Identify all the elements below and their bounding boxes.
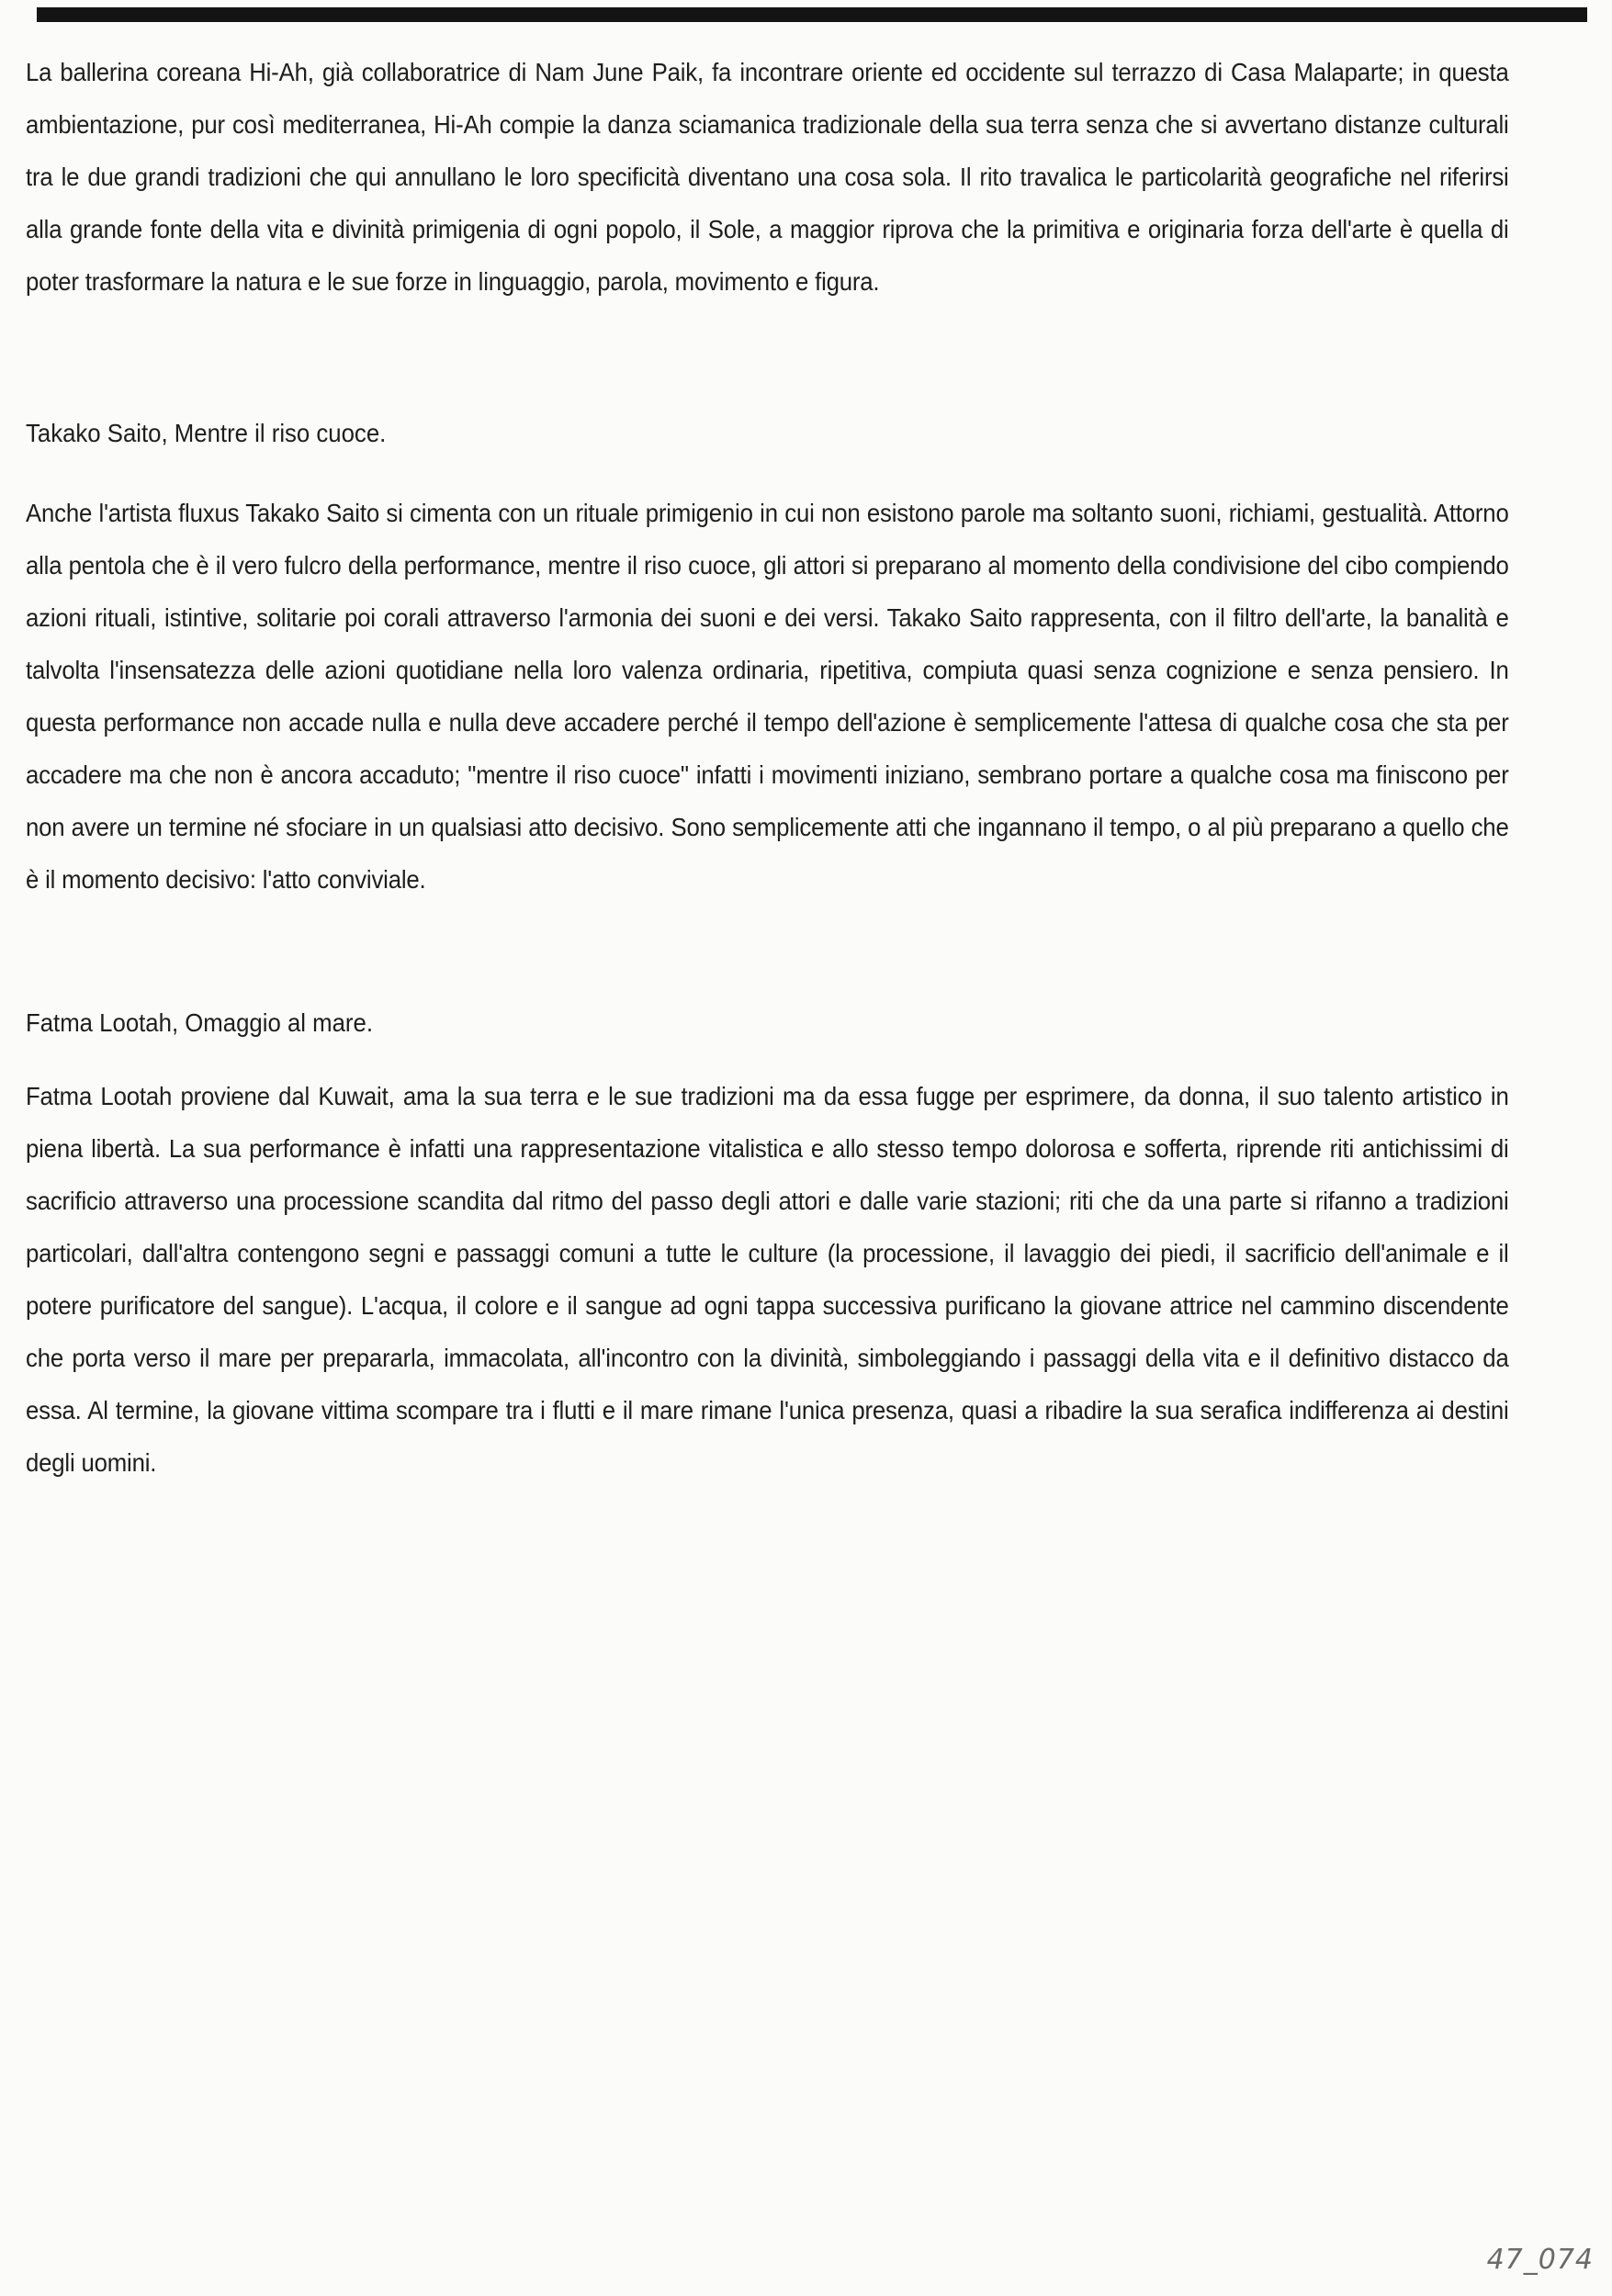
section-heading-takako: Takako Saito, Mentre il riso cuoce. bbox=[26, 419, 387, 447]
paragraph-fatma: Fatma Lootah proviene dal Kuwait, ama la sua terra e le sue tradizioni ma da essa fugge per esprimere, da donna, il suo talento artistico in piena libertà. La sua performance è infatti una rappresentazione vitalistica e allo stesso tempo dolorosa e sofferta, riprende riti antichissimi di sacrificio attraverso una processione scandita dal ritmo del passo degli attori e dalle varie stazioni; riti che da una parte si rifanno a tradizioni particolari, dall'altra contengono segni e passaggi comuni a tutte le culture (la processione, il lavaggio dei piedi, il sacrificio dell'animale e il potere purificatore del sangue). L'acqua, il colore e il sangue ad ogni tappa successiva purificano la giovane attrice nel cammino discendente che porta verso il mare per prepararla, immacolata, all'incontro con la divinità, simboleggiando i passaggi della vita e il definitivo distacco da essa. Al termine, la giovane vittima scompare tra i flutti e il mare rimane l'unica presenza, quasi a ribadire la sua serafica indifferenza ai destini degli uomini. bbox=[26, 1082, 1509, 1477]
top-rule bbox=[37, 7, 1587, 22]
paragraph-hiah: La ballerina coreana Hi-Ah, già collaboratrice di Nam June Paik, fa incontrare oriente ed occidente sul terrazzo di Casa Malaparte; in questa ambientazione, pur così mediterranea, Hi-Ah compie la danza sciamanica tradizionale della sua terra senza che si avvertano distanze culturali tra le due grandi tradizioni che qui annullano le loro specificità diventano una cosa sola. Il rito travalica le particolarità geografiche nel riferirsi alla grande fonte della vita e divinità primigenia di ogni popolo, il Sole, a maggior riprova che la primitiva e originaria forza dell'arte è quella di poter trasformare la natura e le sue forze in linguaggio, parola, movimento e figura. bbox=[26, 58, 1509, 296]
page-number: 47_074 bbox=[1486, 2244, 1594, 2276]
paragraph-takako: Anche l'artista fluxus Takako Saito si cimenta con un rituale primigenio in cui non esistono parole ma soltanto suoni, richiami, gestualità. Attorno alla pentola che è il vero fulcro della performance, mentre il riso cuoce, gli attori si preparano al momento della condivisione del cibo compiendo azioni rituali, istintive, solitarie poi corali attraverso l'armonia dei suoni e dei versi. Takako Saito rappresenta, con il filtro dell'arte, la banalità e talvolta l'insensatezza delle azioni quotidiane nella loro valenza ordinaria, ripetitiva, compiuta quasi senza cognizione e senza pensiero. In questa performance non accade nulla e nulla deve accadere perché il tempo dell'azione è semplicemente l'attesa di qualche cosa che sta per accadere ma che non è ancora accaduto; "mentre il riso cuoce" infatti i movimenti iniziano, sembrano portare a qualche cosa ma finiscono per non avere un termine né sfociare in un qualsiasi atto decisivo. Sono semplicemente atti che ingannano il tempo, o al più preparano a quello che è il momento decisivo: l'atto conviviale. bbox=[26, 499, 1509, 894]
paragraph-fatma-block bbox=[26, 1070, 1509, 1489]
section-heading-fatma-block bbox=[26, 1005, 1509, 1041]
paragraph-hiah-block bbox=[26, 46, 1509, 308]
section-heading-takako-block bbox=[26, 415, 1509, 452]
section-heading-fatma: Fatma Lootah, Omaggio al mare. bbox=[26, 1008, 374, 1037]
paragraph-takako-block bbox=[26, 487, 1509, 906]
